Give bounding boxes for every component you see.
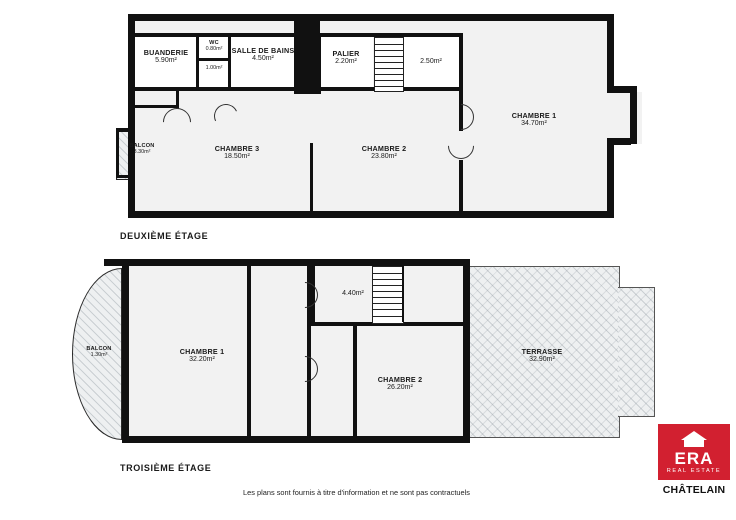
label-landing-third: 4.40m²	[342, 290, 364, 297]
wall-ch3-top-left	[135, 105, 177, 108]
label-balcon-second: BALCON 3.30m²	[129, 143, 155, 156]
disclaimer-text: Les plans sont fournis à titre d'information et ne sont pas contractuels	[243, 488, 470, 497]
label-chambre3-second: CHAMBRE 3 18.50m²	[214, 144, 260, 161]
floor-caption-third: TROISIÈME ÉTAGE	[120, 463, 212, 473]
wall-right-third	[463, 259, 470, 443]
wall-ch2-ch1-lower	[459, 160, 463, 218]
wall-service-bottom	[135, 87, 297, 91]
label-balcon-third: BALCON 1.30m²	[86, 346, 112, 359]
wall-ch3-ch2	[310, 143, 313, 218]
second-floor-bay-fill	[612, 92, 642, 144]
wall-bay-right-second	[630, 86, 637, 144]
era-wordmark: ERA	[674, 449, 714, 468]
wall-wc-bottom	[196, 58, 229, 61]
label-chambre2-third: CHAMBRE 2 26.20m²	[377, 375, 423, 392]
house-body-icon	[684, 439, 704, 447]
label-landing-2: 2.50m²	[420, 58, 442, 65]
label-closet: 1.00m²	[205, 65, 223, 71]
label-salle-de-bains: SALLE DE BAINS 4.50m²	[231, 46, 295, 63]
era-tagline: REAL ESTATE	[666, 468, 722, 474]
wall-balcony-bottom-second	[116, 175, 135, 178]
label-buanderie: BUANDERIE 5.90m²	[143, 48, 189, 65]
label-palier: PALIER 2.20m²	[332, 49, 360, 66]
wall-right-lower-second	[607, 144, 614, 218]
floor-caption-second: DEUXIÈME ÉTAGE	[120, 231, 209, 241]
wall-bay-top-second	[607, 86, 631, 93]
wall-left-second	[128, 14, 135, 218]
label-chambre1-second: CHAMBRE 1 34.70m²	[511, 111, 557, 128]
label-chambre1-third: CHAMBRE 1 32.20m²	[179, 347, 225, 364]
wall-bay-bottom-second	[607, 138, 631, 145]
label-terrasse: TERRASSE 32.90m²	[521, 347, 563, 364]
terrace-bay	[618, 287, 655, 417]
era-logo-box	[658, 424, 730, 480]
staircase-second	[374, 37, 404, 92]
wall-top-third	[104, 259, 470, 266]
label-wc: WC 0.80m²	[205, 40, 223, 53]
wall-stair-right-third	[402, 266, 404, 322]
wall-right-upper-second	[607, 14, 614, 92]
agency-name: CHÂTELAIN	[662, 484, 726, 496]
wall-bottom-third	[122, 436, 470, 443]
wall-top-second	[128, 14, 614, 21]
wall-landing-right	[459, 33, 463, 91]
room-salle-de-bains-fill	[231, 37, 295, 90]
label-chambre2-second: CHAMBRE 2 23.80m²	[361, 144, 407, 161]
era-logo	[658, 424, 730, 496]
wall-bottom-second	[128, 211, 614, 218]
wall-left-third	[122, 259, 129, 443]
wall-service-top	[135, 33, 297, 37]
